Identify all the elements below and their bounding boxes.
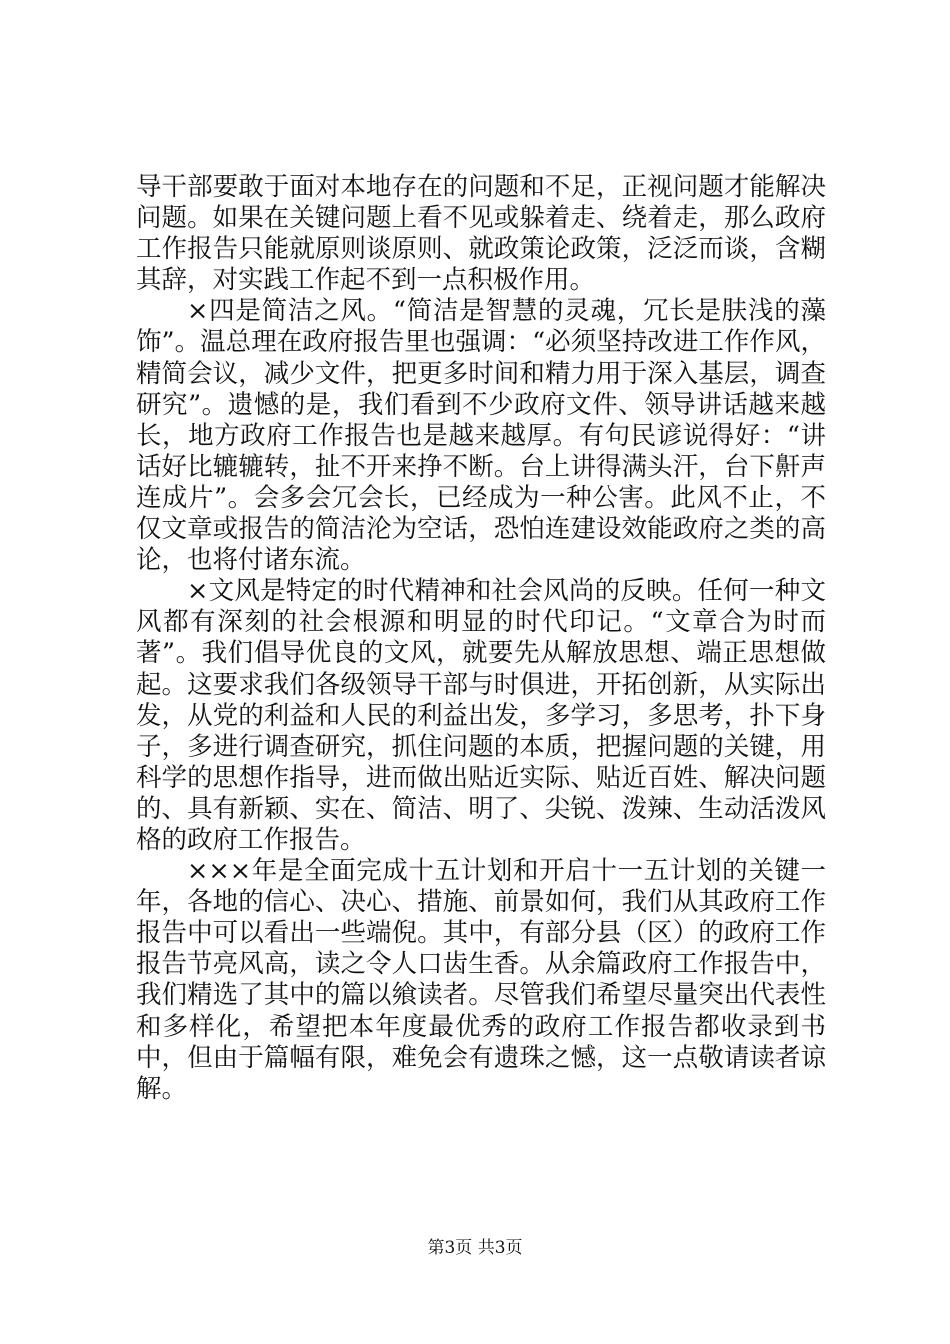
- paragraph-3: ×文风是特定的时代精神和社会风尚的反映。任何一种文风都有深刻的社会根源和明显的时代印记。“文章合为时而著”。我们倡导优良的文风，就要先从解放思想、端正思想做起。这要求我们各级领导干部与时俱进，开拓创新，从实际出发，从党的利益和人民的利益出发，多学习，多思考，扑下身子，多进行调查研究，抓住问题的本质，把握问题的关键，用科学的思想作指导，进而做出贴近实际、贴近百姓、解决问题的、具有新颖、实在、简洁、明了、尖锐、泼辣、生动活泼风格的政府工作报告。: [136, 576, 826, 855]
- document-body: [136, 172, 826, 1105]
- paragraph-2: ×四是简洁之风。“简洁是智慧的灵魂，冗长是肤浅的藻饰”。温总理在政府报告里也强调：“必须坚持改进工作作风，精简会议，减少文件，把更多时间和精力用于深入基层，调查研究”。遗憾的是，我们看到不少政府文件、领导讲话越来越长，地方政府工作报告也是越来越厚。有句民谚说得好：“讲话好比辘辘转，扯不开来挣不断。台上讲得满头汗，台下鼾声连成片”。会多会冗会长，已经成为一种公害。此风不止，不仅文章或报告的简洁沦为空话，恐怕连建设效能政府之类的高论，也将付诸东流。: [136, 296, 826, 576]
- page-footer: [0, 1237, 950, 1259]
- paragraph-4: ×××年是全面完成十五计划和开启十一五计划的关键一年，各地的信心、决心、措施、前景如何，我们从其政府工作报告中可以看出一些端倪。其中，有部分县（区）的政府工作报告节亮风高，读之令人口齿生香。从余篇政府工作报告中，我们精选了其中的篇以飨读者。尽管我们希望尽量突出代表性和多样化，希望把本年度最优秀的政府工作报告都收录到书中，但由于篇幅有限，难免会有遗珠之憾，这一点敬请读者谅解。: [136, 856, 826, 1104]
- paragraph-1: 导干部要敢于面对本地存在的问题和不足，正视问题才能解决问题。如果在关键问题上看不见或躲着走、绕着走，那么政府工作报告只能就原则谈原则、就政策论政策，泛泛而谈，含糊其辞，对实践工作起不到一点积极作用。: [136, 172, 826, 296]
- page-number-label: 第3页 共3页: [427, 1238, 523, 1258]
